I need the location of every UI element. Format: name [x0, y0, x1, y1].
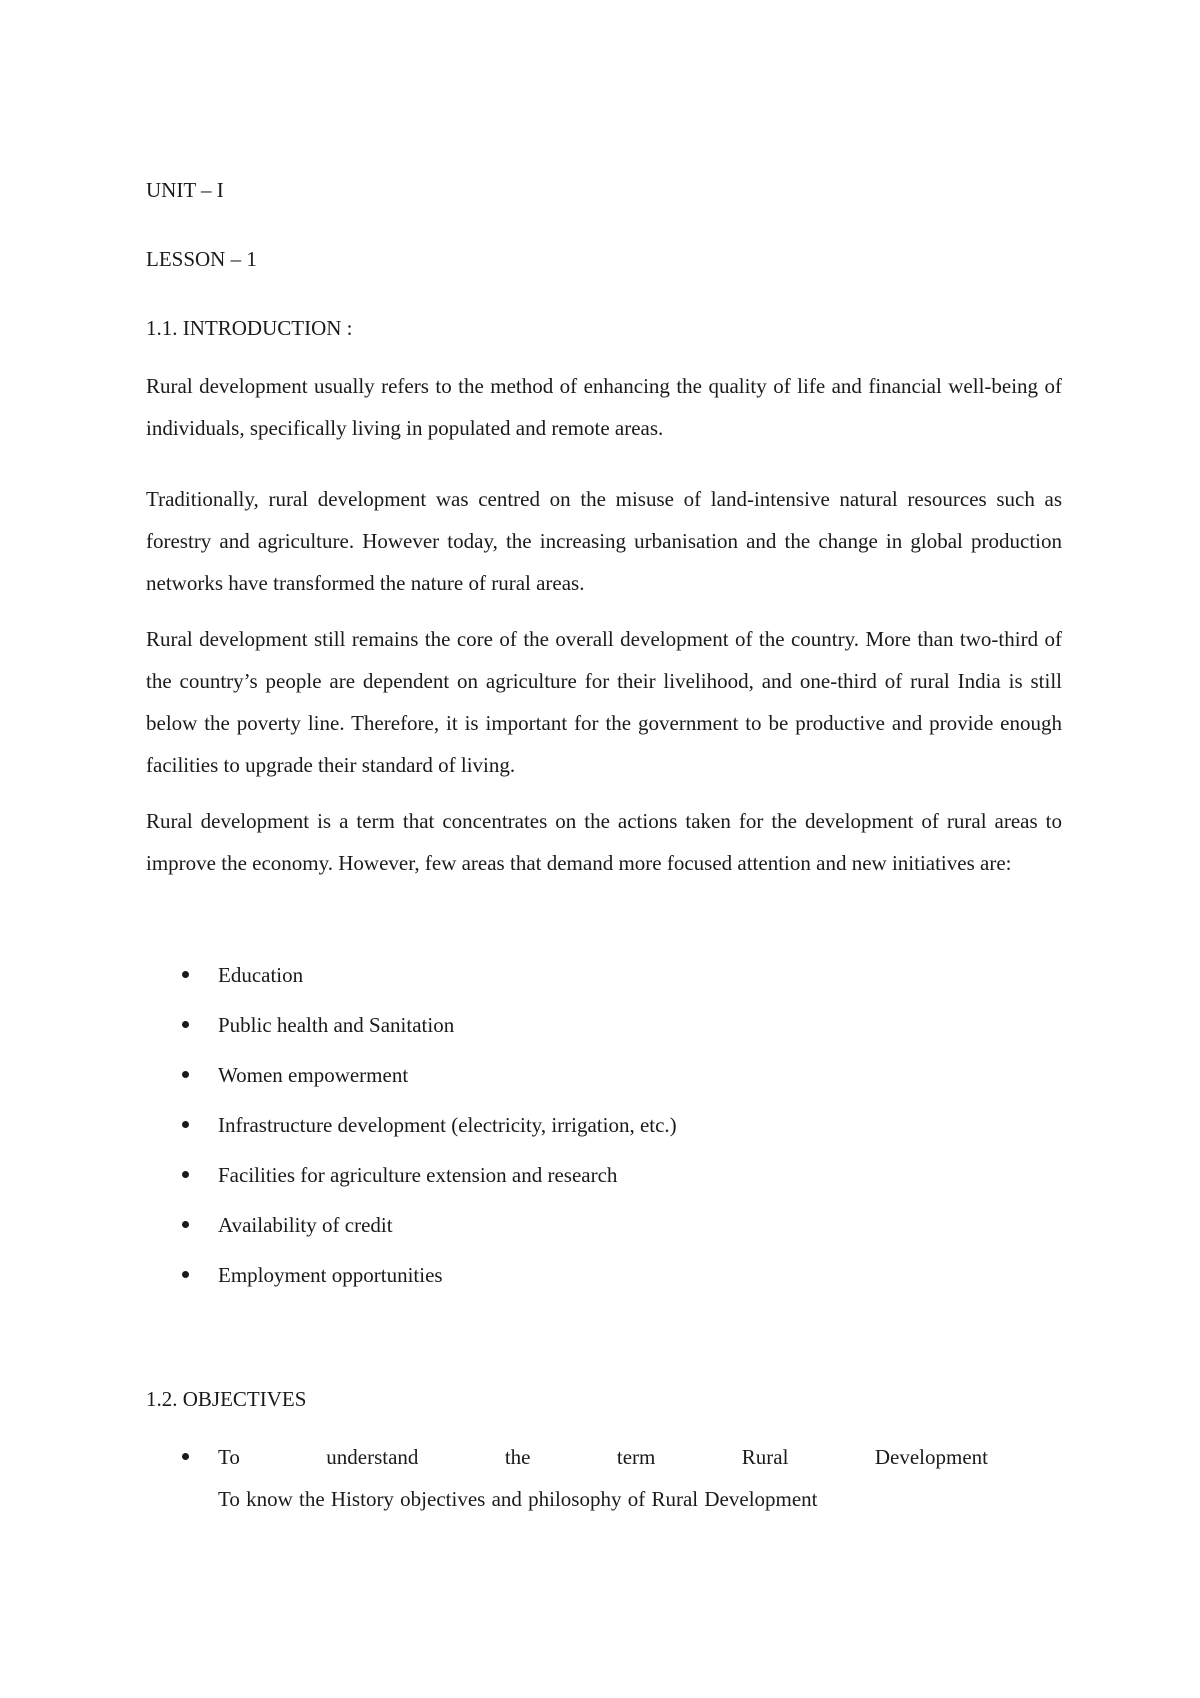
list-item-text: Women empowerment	[218, 1063, 409, 1087]
intro-paragraph-4: Rural development is a term that concentrates on the actions taken for the development of rural areas to improve the economy. However, few areas that demand more focused attention and new initiatives are:	[146, 809, 1062, 875]
bullet-icon	[182, 1021, 189, 1028]
intro-paragraph-2: Traditionally, rural development was centred on the misuse of land-intensive natural resources such as forestry and agriculture. However today, the increasing urbanisation and the change in global production networks have transformed the nature of rural areas.	[146, 487, 1062, 595]
bullet-icon	[182, 1171, 189, 1178]
list-item-text: Education	[218, 963, 304, 987]
objective-word: Rural	[741, 1445, 789, 1469]
list-item-text: Public health and Sanitation	[218, 1013, 455, 1037]
list-item-text: Infrastructure development (electricity, irrigation, etc.)	[218, 1113, 677, 1137]
objective-word: the	[504, 1445, 531, 1469]
intro-paragraph-1: Rural development usually refers to the method of enhancing the quality of life and financial well-being of individuals, specifically living in populated and remote areas.	[146, 374, 1062, 440]
objective-word: term	[616, 1445, 656, 1469]
bullet-icon	[182, 1271, 189, 1278]
bullet-icon	[182, 1453, 189, 1460]
objective-first-line	[218, 1436, 988, 1478]
list-item-text: Availability of credit	[218, 1213, 393, 1237]
bullet-icon	[182, 1221, 189, 1228]
introduction-heading: 1.1. INTRODUCTION :	[146, 316, 353, 340]
objective-word: To	[218, 1445, 240, 1469]
objective-word: understand	[326, 1445, 419, 1469]
lesson-heading: LESSON – 1	[146, 247, 257, 271]
list-item-text: Facilities for agriculture extension and research	[218, 1163, 618, 1187]
objectives-heading: 1.2. OBJECTIVES	[146, 1387, 307, 1411]
bullet-icon	[182, 1071, 189, 1078]
objective-second-line: To know the History objectives and philosophy of Rural Development	[218, 1487, 818, 1511]
bullet-icon	[182, 1121, 189, 1128]
list-item-text: Employment opportunities	[218, 1263, 443, 1287]
document-page	[146, 0, 1062, 1698]
intro-paragraph-3: Rural development still remains the core of the overall development of the country. More than two-third of the country’s people are dependent on agriculture for their livelihood, and one-third of rural India is still below the poverty line. Therefore, it is important for the government to be productive and provide enough facilities to upgrade their standard of living.	[146, 627, 1062, 777]
objective-word: Development	[874, 1445, 988, 1469]
unit-heading: UNIT – I	[146, 178, 224, 202]
bullet-icon	[182, 971, 189, 978]
